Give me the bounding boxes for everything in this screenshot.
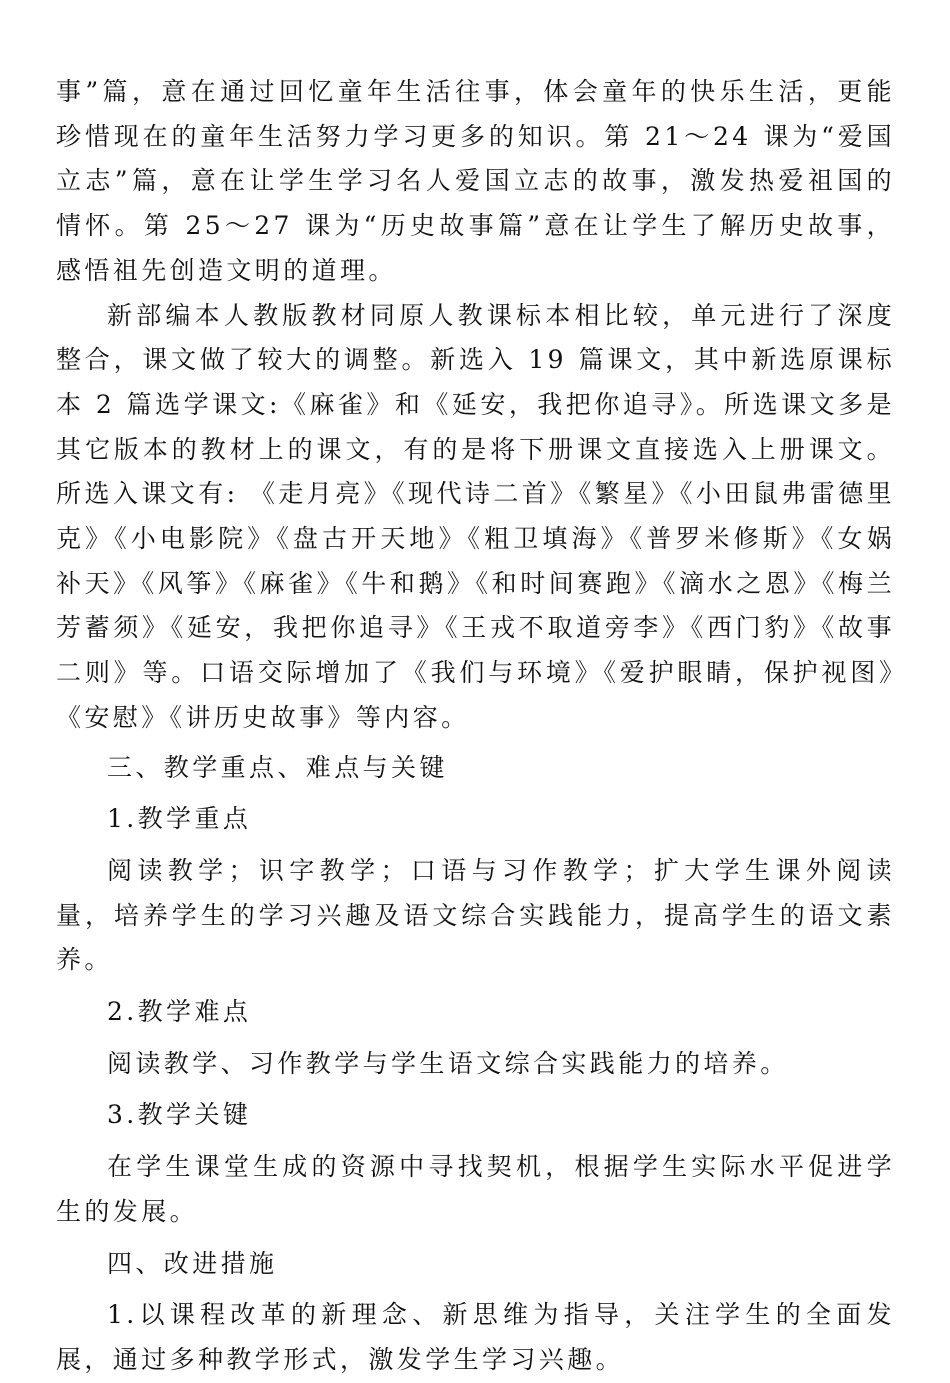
section3-item2-heading: 2.教学难点	[107, 997, 252, 1027]
section3-item1-heading: 1.教学重点	[107, 804, 252, 834]
paragraph-textbook-comparison: 新部编本人教版教材同原人教课标本相比较，单元进行了深度整合，课文做了较大的调整。新选入 19 篇课文，其中新选原课标本 2 篇选学课文:《麻雀》和《延安，我把你追寻》。所选课文多是其它版本的教材上的课文，有的是将下册课文直接选入上册课文。所选入课文有: 《走月亮》《现代诗二首》《繁星》《小田鼠弗雷德里克》《小电影院》《盘古开天地》《粗卫填海》《普罗米修斯》《女娲补天》《风筝》《麻雀》《牛和鹅》《和时间赛跑》《滴水之恩》《梅兰芳蓄须》《延安，我把你追寻》《王戎不取道旁李》《西门豹》《故事二则》等。口语交际增加了《我们与环境》《爱护眼睛，保护视图》《安慰》《讲历史故事》等内容。	[56, 300, 895, 732]
section4-item1-text: 1.以课程改革的新理念、新思维为指导，关注学生的全面发展，通过多种教学形式，激发学生学习兴趣。	[56, 1300, 895, 1374]
section3-item3-text: 在学生课堂生成的资源中寻找契机，根据学生实际水平促进学生的发展。	[56, 1152, 895, 1226]
section3-item3-heading: 3.教学关键	[107, 1100, 252, 1130]
section4-heading: 四、改进措施	[107, 1248, 278, 1278]
section3-item2-text: 阅读教学、习作教学与学生语文综合实践能力的培养。	[107, 1048, 789, 1078]
section3-heading: 三、教学重点、难点与关键	[107, 752, 448, 782]
section3-item1-text: 阅读教学；识字教学；口语与习作教学；扩大学生课外阅读量，培养学生的学习兴趣及语文综合实践能力，提高学生的语文素养。	[56, 855, 895, 975]
paragraph-unit-themes: 事”篇，意在通过回忆童年生活往事，体会童年的快乐生活，更能珍惜现在的童年生活努力学习更多的知识。第 21～24 课为“爱国立志”篇，意在让学生学习名人爱国立志的故事，激发热爱祖国的情怀。第 25～27 课为“历史故事篇”意在让学生了解历史故事，感悟祖先创造文明的道理。	[56, 77, 895, 285]
